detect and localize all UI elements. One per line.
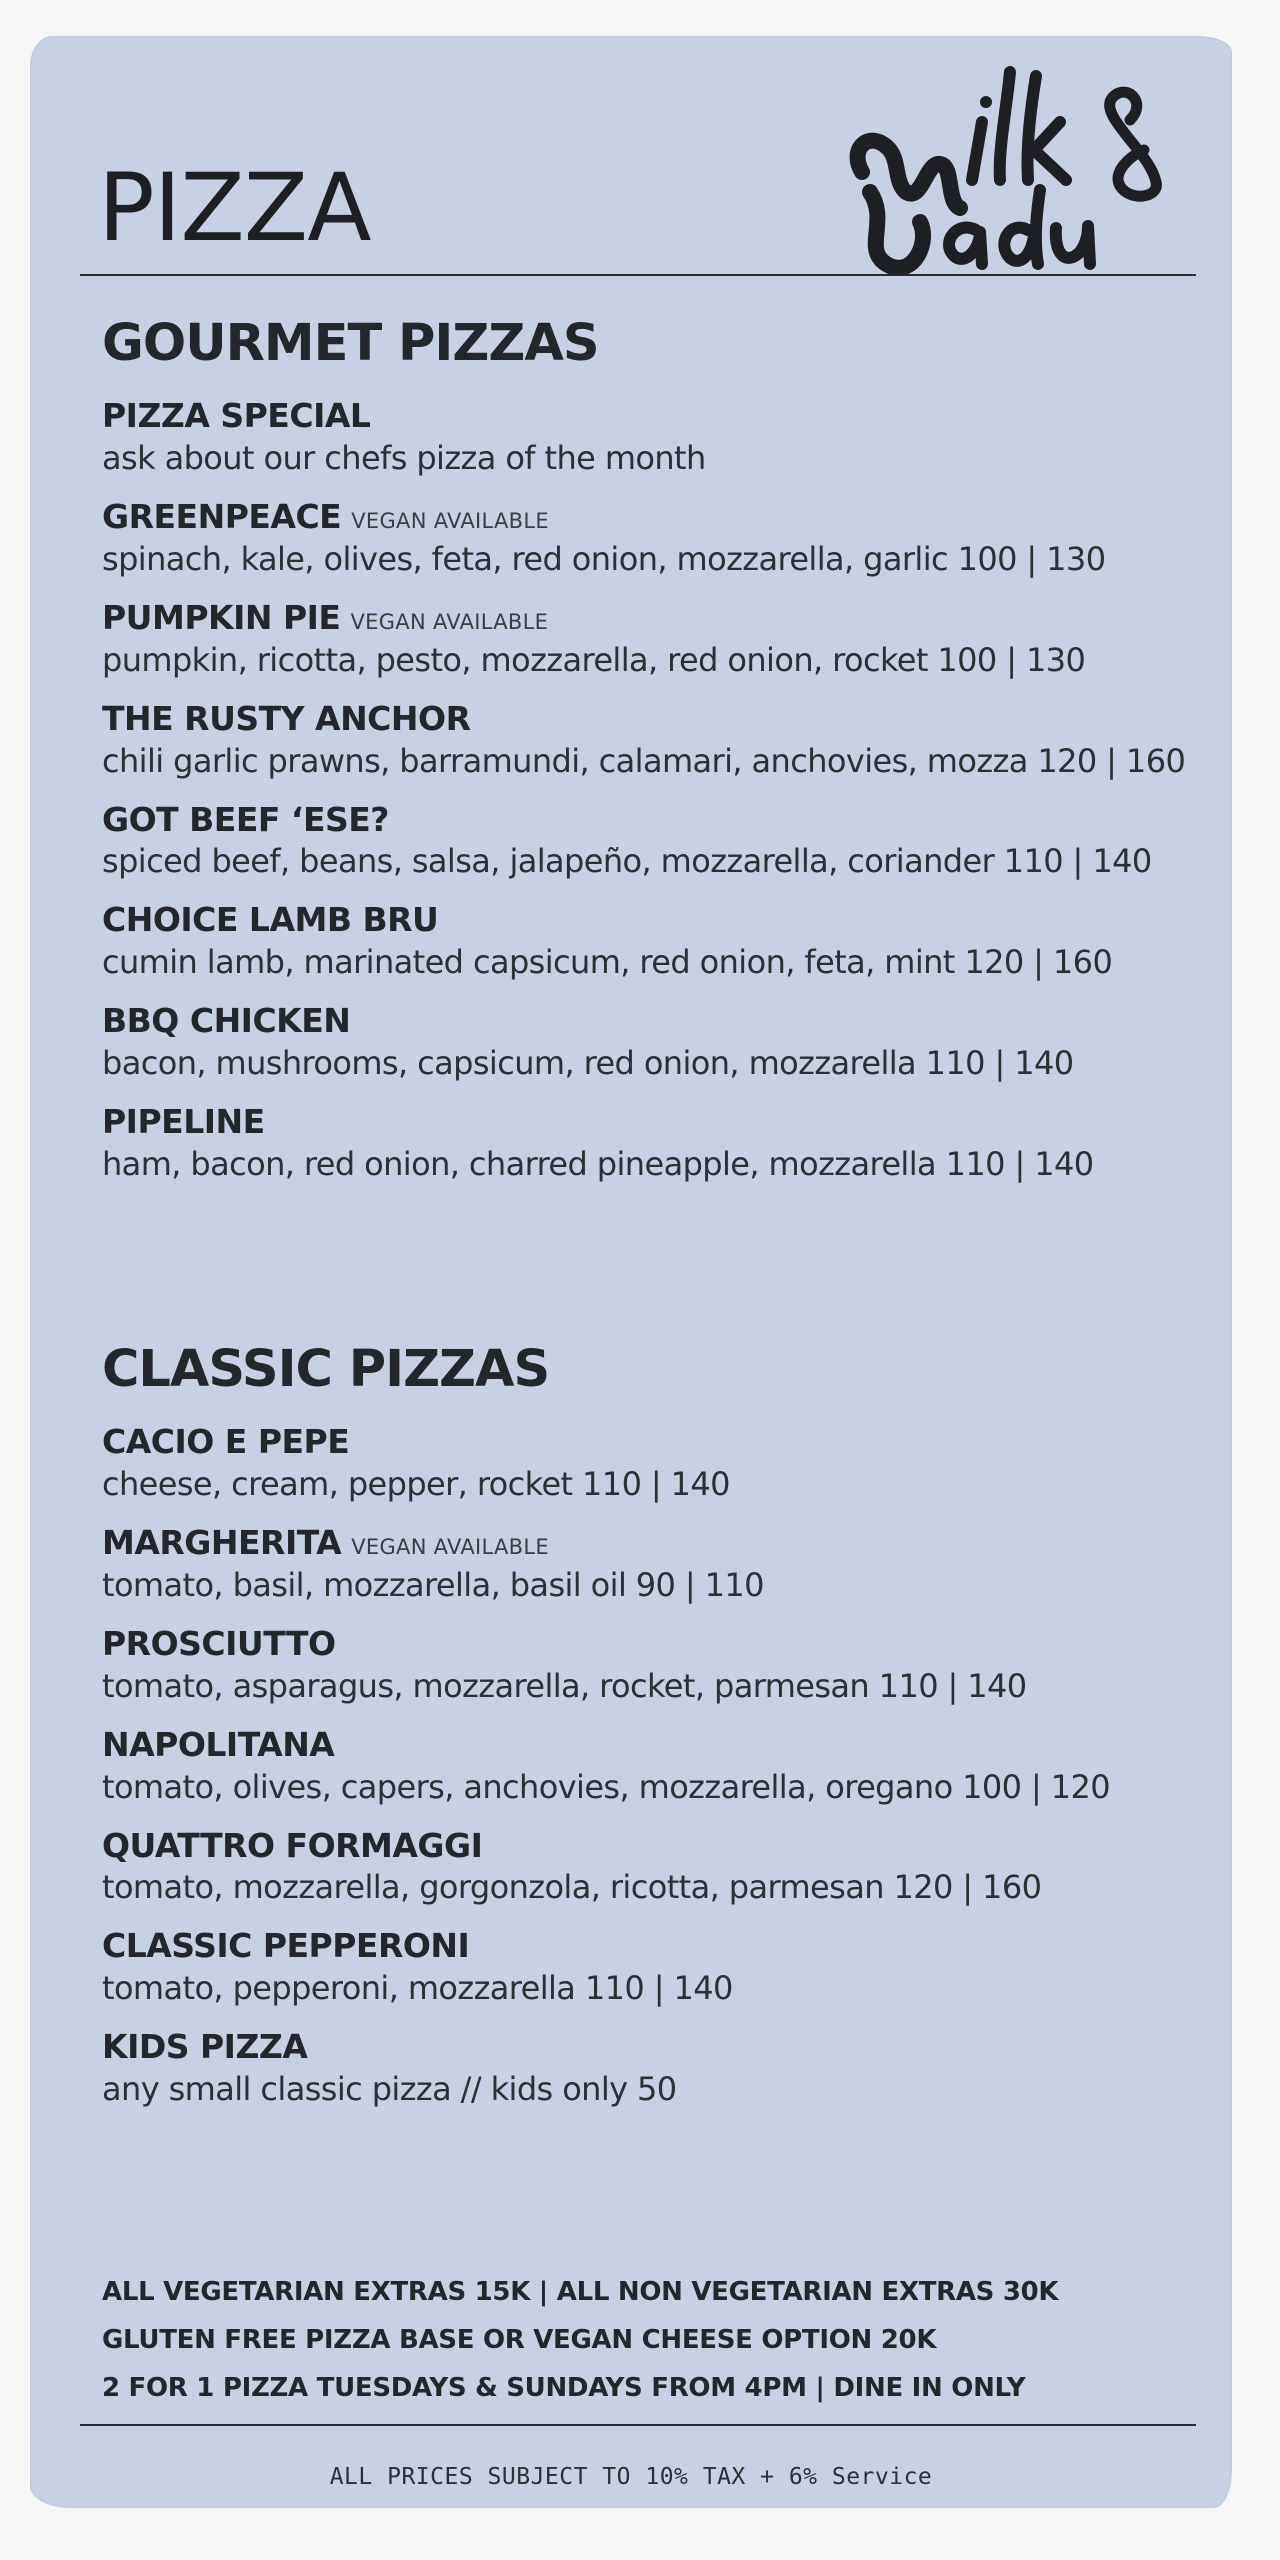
item-description: bacon, mushrooms, capsicum, red onion, mozzarella 110 | 140 <box>102 1044 1074 1083</box>
item-description: cumin lamb, marinated capsicum, red onion, feta, mint 120 | 160 <box>102 943 1113 982</box>
item-name: CLASSIC PEPPERONI <box>102 1926 470 1966</box>
menu-item <box>102 1724 1202 1807</box>
item-description: any small classic pizza // kids only 50 <box>102 2070 677 2109</box>
tax-service-note: ALL PRICES SUBJECT TO 10% TAX + 6% Service <box>329 2464 933 2490</box>
menu-item <box>102 597 1202 680</box>
item-description: tomato, mozzarella, gorgonzola, ricotta, parmesan 120 | 160 <box>102 1868 1042 1907</box>
classic-pizzas-section <box>102 1340 1202 2127</box>
item-name-row <box>102 899 1202 942</box>
item-description: chili garlic prawns, barramundi, calamari, anchovies, mozza 120 | 160 <box>102 741 1186 780</box>
extras-line: ALL VEGETARIAN EXTRAS 15K | ALL NON VEGETARIAN EXTRAS 30K <box>102 2277 1059 2307</box>
item-name-row <box>102 597 1202 640</box>
item-name-row <box>102 496 1202 539</box>
item-name: GREENPEACE <box>102 496 342 536</box>
item-description: cheese, cream, pepper, rocket 110 | 140 <box>102 1464 730 1503</box>
item-name-row <box>102 1724 1202 1767</box>
item-name-row <box>102 1623 1202 1666</box>
extras-line: 2 FOR 1 PIZZA TUESDAYS & SUNDAYS FROM 4PM | DINE IN ONLY <box>102 2373 1026 2403</box>
item-description: tomato, pepperoni, mozzarella 110 | 140 <box>102 1969 733 2008</box>
footer-divider <box>80 2424 1196 2426</box>
item-name-row <box>102 1825 1202 1868</box>
item-description: tomato, asparagus, mozzarella, rocket, parmesan 110 | 140 <box>102 1666 1027 1705</box>
item-name: CACIO E PEPE <box>102 1422 350 1461</box>
menu-page <box>30 36 1232 2508</box>
item-name: PIZZA SPECIAL <box>102 396 371 435</box>
menu-item <box>102 698 1202 781</box>
item-name-row <box>102 1101 1202 1144</box>
item-name: PIPELINE <box>102 1102 265 1142</box>
page-title: PIZZA <box>98 154 371 263</box>
item-name: PUMPKIN PIE <box>102 597 341 637</box>
menu-item <box>102 799 1202 882</box>
item-description: spinach, kale, olives, feta, red onion, mozzarella, garlic 100 | 130 <box>102 539 1106 578</box>
item-name-row <box>102 1522 1202 1565</box>
item-name-row <box>102 395 1202 438</box>
item-description: tomato, olives, capers, anchovies, mozzarella, oregano 100 | 120 <box>102 1767 1111 1806</box>
vegan-badge: VEGAN AVAILABLE <box>351 1534 549 1559</box>
menu-item <box>102 1522 1202 1605</box>
menu-item <box>102 1825 1202 1908</box>
menu-item <box>102 1623 1202 1706</box>
menu-item <box>102 1925 1202 2008</box>
item-name-row <box>102 2026 1202 2069</box>
item-description: ask about our chefs pizza of the month <box>102 438 706 477</box>
item-description: pumpkin, ricotta, pesto, mozzarella, red onion, rocket 100 | 130 <box>102 640 1086 679</box>
section-heading: GOURMET PIZZAS <box>102 314 599 373</box>
vegan-badge: VEGAN AVAILABLE <box>351 508 549 533</box>
item-name-row <box>102 1925 1202 1968</box>
item-name: NAPOLITANA <box>102 1724 335 1764</box>
item-name: GOT BEEF ‘ESE? <box>102 799 389 839</box>
menu-item <box>102 496 1202 579</box>
extras-notes <box>102 2268 1202 2412</box>
item-name-row <box>102 1000 1202 1043</box>
item-name-row <box>102 799 1202 842</box>
menu-item <box>102 899 1202 982</box>
item-name: PROSCIUTTO <box>102 1623 336 1663</box>
header-divider <box>80 274 1196 276</box>
menu-item <box>102 1000 1202 1083</box>
vegan-badge: VEGAN AVAILABLE <box>350 609 549 634</box>
item-name: CHOICE LAMB BRU <box>102 900 439 940</box>
extras-line: GLUTEN FREE PIZZA BASE OR VEGAN CHEESE OPTION 20K <box>102 2325 937 2355</box>
item-name: QUATTRO FORMAGGI <box>102 1825 483 1865</box>
item-name-row <box>102 698 1202 741</box>
item-description: ham, bacon, red onion, charred pineapple, mozzarella 110 | 140 <box>102 1145 1094 1184</box>
menu-item <box>102 2026 1202 2109</box>
item-description: spiced beef, beans, salsa, jalapeño, mozzarella, coriander 110 | 140 <box>102 842 1152 881</box>
section-heading: CLASSIC PIZZAS <box>102 1340 550 1399</box>
item-name-row <box>102 1421 1202 1464</box>
menu-item <box>102 395 1202 478</box>
menu-item <box>102 1101 1202 1184</box>
gourmet-pizzas-section <box>102 314 1202 1202</box>
item-name: BBQ CHICKEN <box>102 1001 351 1041</box>
item-description: tomato, basil, mozzarella, basil oil 90 | 110 <box>102 1565 764 1604</box>
menu-item <box>102 1421 1202 1504</box>
milk-madu-logo <box>830 52 1190 292</box>
item-name: MARGHERITA <box>102 1522 342 1562</box>
item-name: THE RUSTY ANCHOR <box>102 698 471 738</box>
item-name: KIDS PIZZA <box>102 2027 308 2067</box>
